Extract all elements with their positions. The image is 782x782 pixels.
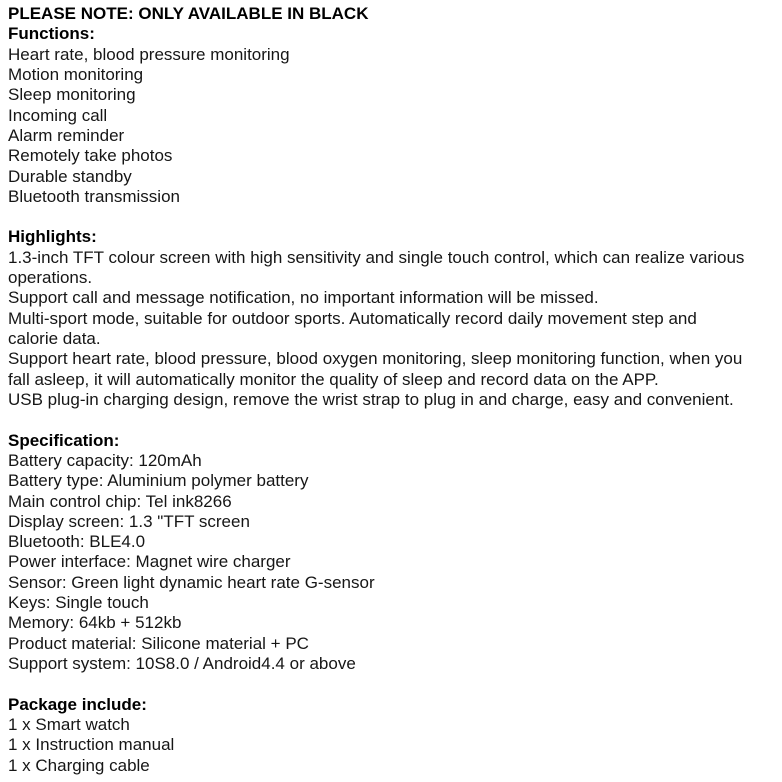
section-package-include bbox=[8, 695, 774, 776]
spec-line: Battery type: Aluminium polymer battery bbox=[8, 471, 309, 491]
spec-line: Sensor: Green light dynamic heart rate G-sensor bbox=[8, 572, 375, 592]
text-line: operations. bbox=[8, 268, 93, 288]
text-line: Alarm reminder bbox=[8, 125, 125, 145]
section-heading-package-include: Package include: bbox=[8, 694, 147, 714]
package-item-line: 1 x Charging cable bbox=[8, 755, 150, 775]
spec-line: Product material: Silicone material + PC bbox=[8, 633, 309, 653]
text-line: Bluetooth transmission bbox=[8, 186, 180, 206]
section-heading-functions: Functions: bbox=[8, 24, 95, 44]
text-line: USB plug-in charging design, remove the wrist strap to plug in and charge, easy and convenient. bbox=[8, 389, 734, 409]
text-line: Support heart rate, blood pressure, blood oxygen monitoring, sleep monitoring function, when you bbox=[8, 349, 743, 369]
text-line: Support call and message notification, no important information will be missed. bbox=[8, 288, 599, 308]
text-line: Multi-sport mode, suitable for outdoor sports. Automatically record daily movement step and bbox=[8, 308, 697, 328]
spec-line: Battery capacity: 120mAh bbox=[8, 450, 202, 470]
text-line: 1.3-inch TFT colour screen with high sensitivity and single touch control, which can realize various bbox=[8, 247, 745, 267]
text-line: Incoming call bbox=[8, 105, 108, 125]
section-heading-highlights: Highlights: bbox=[8, 227, 97, 247]
spec-line: Power interface: Magnet wire charger bbox=[8, 552, 291, 572]
section-heading-specification: Specification: bbox=[8, 430, 120, 450]
spec-line: Bluetooth: BLE4.0 bbox=[8, 532, 146, 552]
spec-line: Keys: Single touch bbox=[8, 593, 149, 613]
spec-line: Memory: 64kb + 512kb bbox=[8, 613, 182, 633]
spec-line: Support system: 10S8.0 / Android4.4 or above bbox=[8, 654, 356, 673]
section-specification bbox=[8, 431, 774, 675]
text-line: Motion monitoring bbox=[8, 64, 144, 84]
spec-line: Display screen: 1.3 "TFT screen bbox=[8, 511, 250, 531]
package-item-line: 1 x Smart watch bbox=[8, 714, 130, 734]
section-functions bbox=[8, 24, 774, 207]
text-line: fall asleep, it will automatically monitor the quality of sleep and record data on the APP. bbox=[8, 369, 659, 389]
spec-line: Main control chip: Tel ink8266 bbox=[8, 491, 232, 511]
text-line: Heart rate, blood pressure monitoring bbox=[8, 44, 290, 64]
section-highlights bbox=[8, 227, 774, 410]
text-line: Durable standby bbox=[8, 166, 132, 186]
text-line: Sleep monitoring bbox=[8, 85, 136, 105]
text-line: Remotely take photos bbox=[8, 146, 173, 166]
availability-note: PLEASE NOTE: ONLY AVAILABLE IN BLACK bbox=[8, 4, 369, 23]
text-line: calorie data. bbox=[8, 329, 101, 348]
package-item-line: 1 x Instruction manual bbox=[8, 735, 175, 755]
